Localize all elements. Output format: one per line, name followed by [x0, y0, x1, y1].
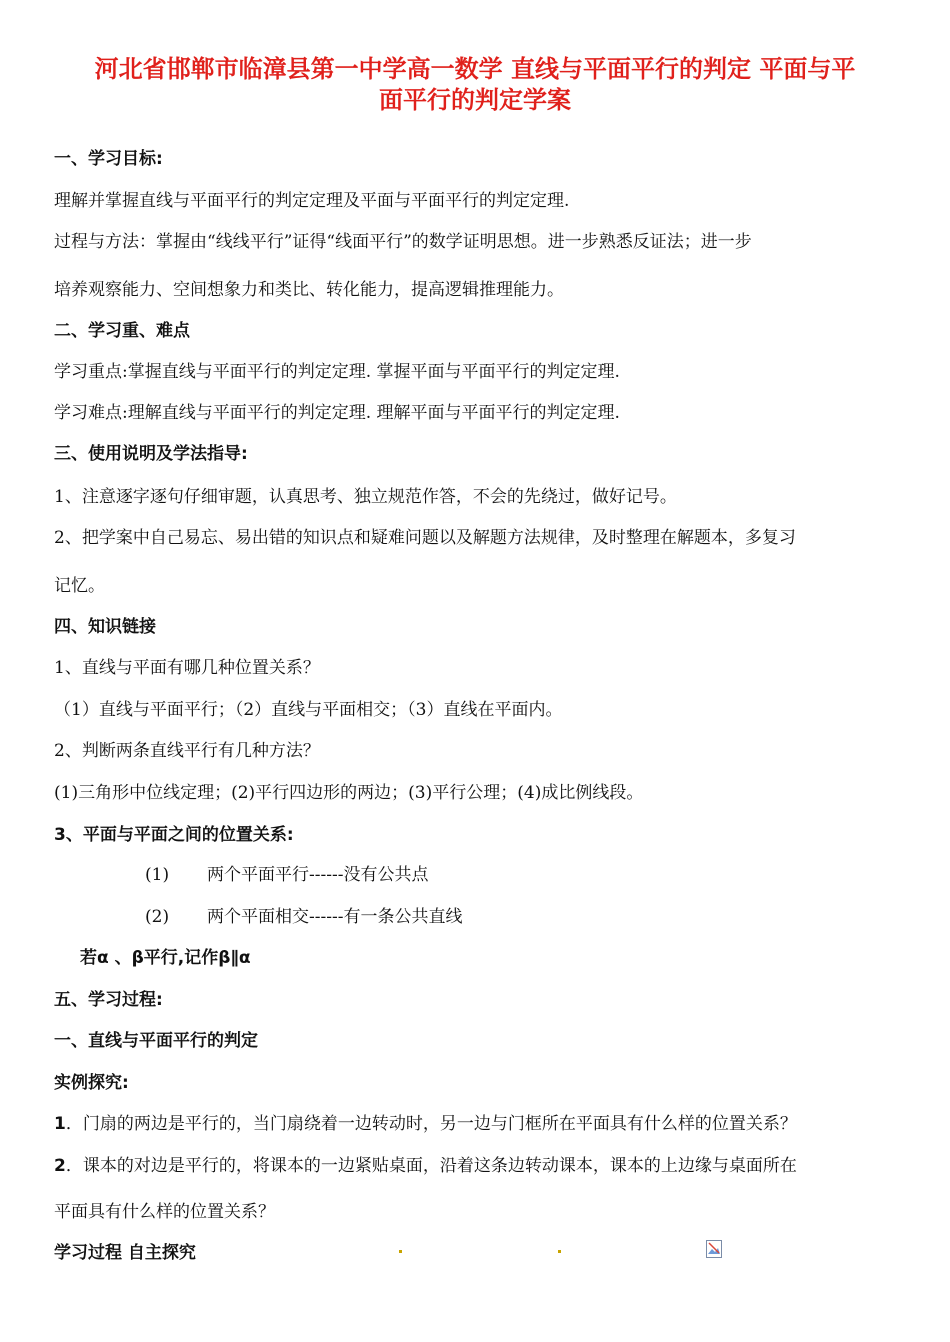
subsection-line-plane-parallel: 一、直线与平面平行的判定	[54, 1031, 258, 1051]
knowledge-question-3: 3、平面与平面之间的位置关系:	[54, 825, 294, 845]
difficult-points-text: 学习难点:理解直线与平面平行的判定定理. 理解平面与平面平行的判定定理.	[54, 403, 620, 423]
example-number: 2	[54, 1156, 66, 1176]
title-line-2: 面平行的判定学案	[379, 86, 571, 114]
knowledge-answer-2: (1)三角形中位线定理；(2)平行四边形的两边；(3)平行公理；(4)成比例线段。	[54, 783, 644, 803]
instruction-1: 1、注意逐字逐句仔细审题，认真思考、独立规范作答，不会的先绕过，做好记号。	[54, 487, 677, 507]
process-method-line-2: 培养观察能力、空间想象力和类比、转化能力，提高逻辑推理能力。	[54, 280, 564, 300]
example-2-continued: 平面具有什么样的位置关系？	[54, 1202, 275, 1222]
knowledge-question-1: 1、直线与平面有哪几种位置关系？	[54, 658, 320, 678]
key-points-text: 学习重点:掌握直线与平面平行的判定定理. 掌握平面与平面平行的判定定理.	[54, 362, 620, 382]
parallel-notation: 若α 、β平行,记作β∥α	[80, 948, 251, 968]
image-placeholder-icon	[706, 1240, 722, 1258]
knowledge-answer-1: （1）直线与平面平行；（2）直线与平面相交；（3）直线在平面内。	[54, 700, 563, 720]
instruction-2-line-2: 记忆。	[54, 576, 105, 596]
item-text: 两个平面平行------没有公共点	[207, 865, 429, 885]
knowledge-question-2: 2、判断两条直线平行有几种方法？	[54, 741, 320, 761]
example-text: ．课本的对边是平行的，将课本的一边紧贴桌面，沿着这条边转动课本，课本的上边缘与桌面所在	[65, 1156, 797, 1176]
process-method-line-1: 过程与方法：掌握由“线线平行”证得“线面平行”的数学证明思想。进一步熟悉反证法；进一步	[54, 232, 752, 252]
document-title	[40, 54, 910, 116]
example-2	[54, 1151, 797, 1176]
section-1-heading: 一、学习目标:	[54, 149, 163, 169]
instruction-2-line-1: 2、把学案中自己易忘、易出错的知识点和疑难问题以及解题方法规律，及时整理在解题本，多复习	[54, 528, 796, 548]
example-heading: 实例探究:	[54, 1073, 129, 1093]
section-2-heading: 二、学习重、难点	[54, 321, 190, 341]
item-text: 两个平面相交------有一条公共直线	[207, 907, 463, 927]
example-1	[54, 1109, 797, 1134]
example-number: 1	[54, 1114, 66, 1134]
stray-mark	[558, 1250, 561, 1253]
section-5-heading: 五、学习过程:	[54, 990, 163, 1010]
objective-text: 理解并掌握直线与平面平行的判定定理及平面与平面平行的判定定理.	[54, 191, 570, 211]
section-3-heading: 三、使用说明及学法指导:	[54, 444, 248, 464]
section-4-heading: 四、知识链接	[54, 617, 156, 637]
stray-mark	[399, 1250, 402, 1253]
plane-relation-2	[145, 902, 462, 927]
example-text: ．门扇的两边是平行的，当门扇绕着一边转动时，另一边与门框所在平面具有什么样的位置关系？	[65, 1114, 797, 1134]
plane-relation-1	[145, 860, 428, 885]
title-line-1: 河北省邯郸市临漳县第一中学高一数学 直线与平面平行的判定 平面与平	[94, 55, 856, 83]
item-number: (2)	[145, 907, 170, 927]
item-number: (1)	[145, 865, 170, 885]
self-study-heading: 学习过程 自主探究	[54, 1243, 196, 1263]
